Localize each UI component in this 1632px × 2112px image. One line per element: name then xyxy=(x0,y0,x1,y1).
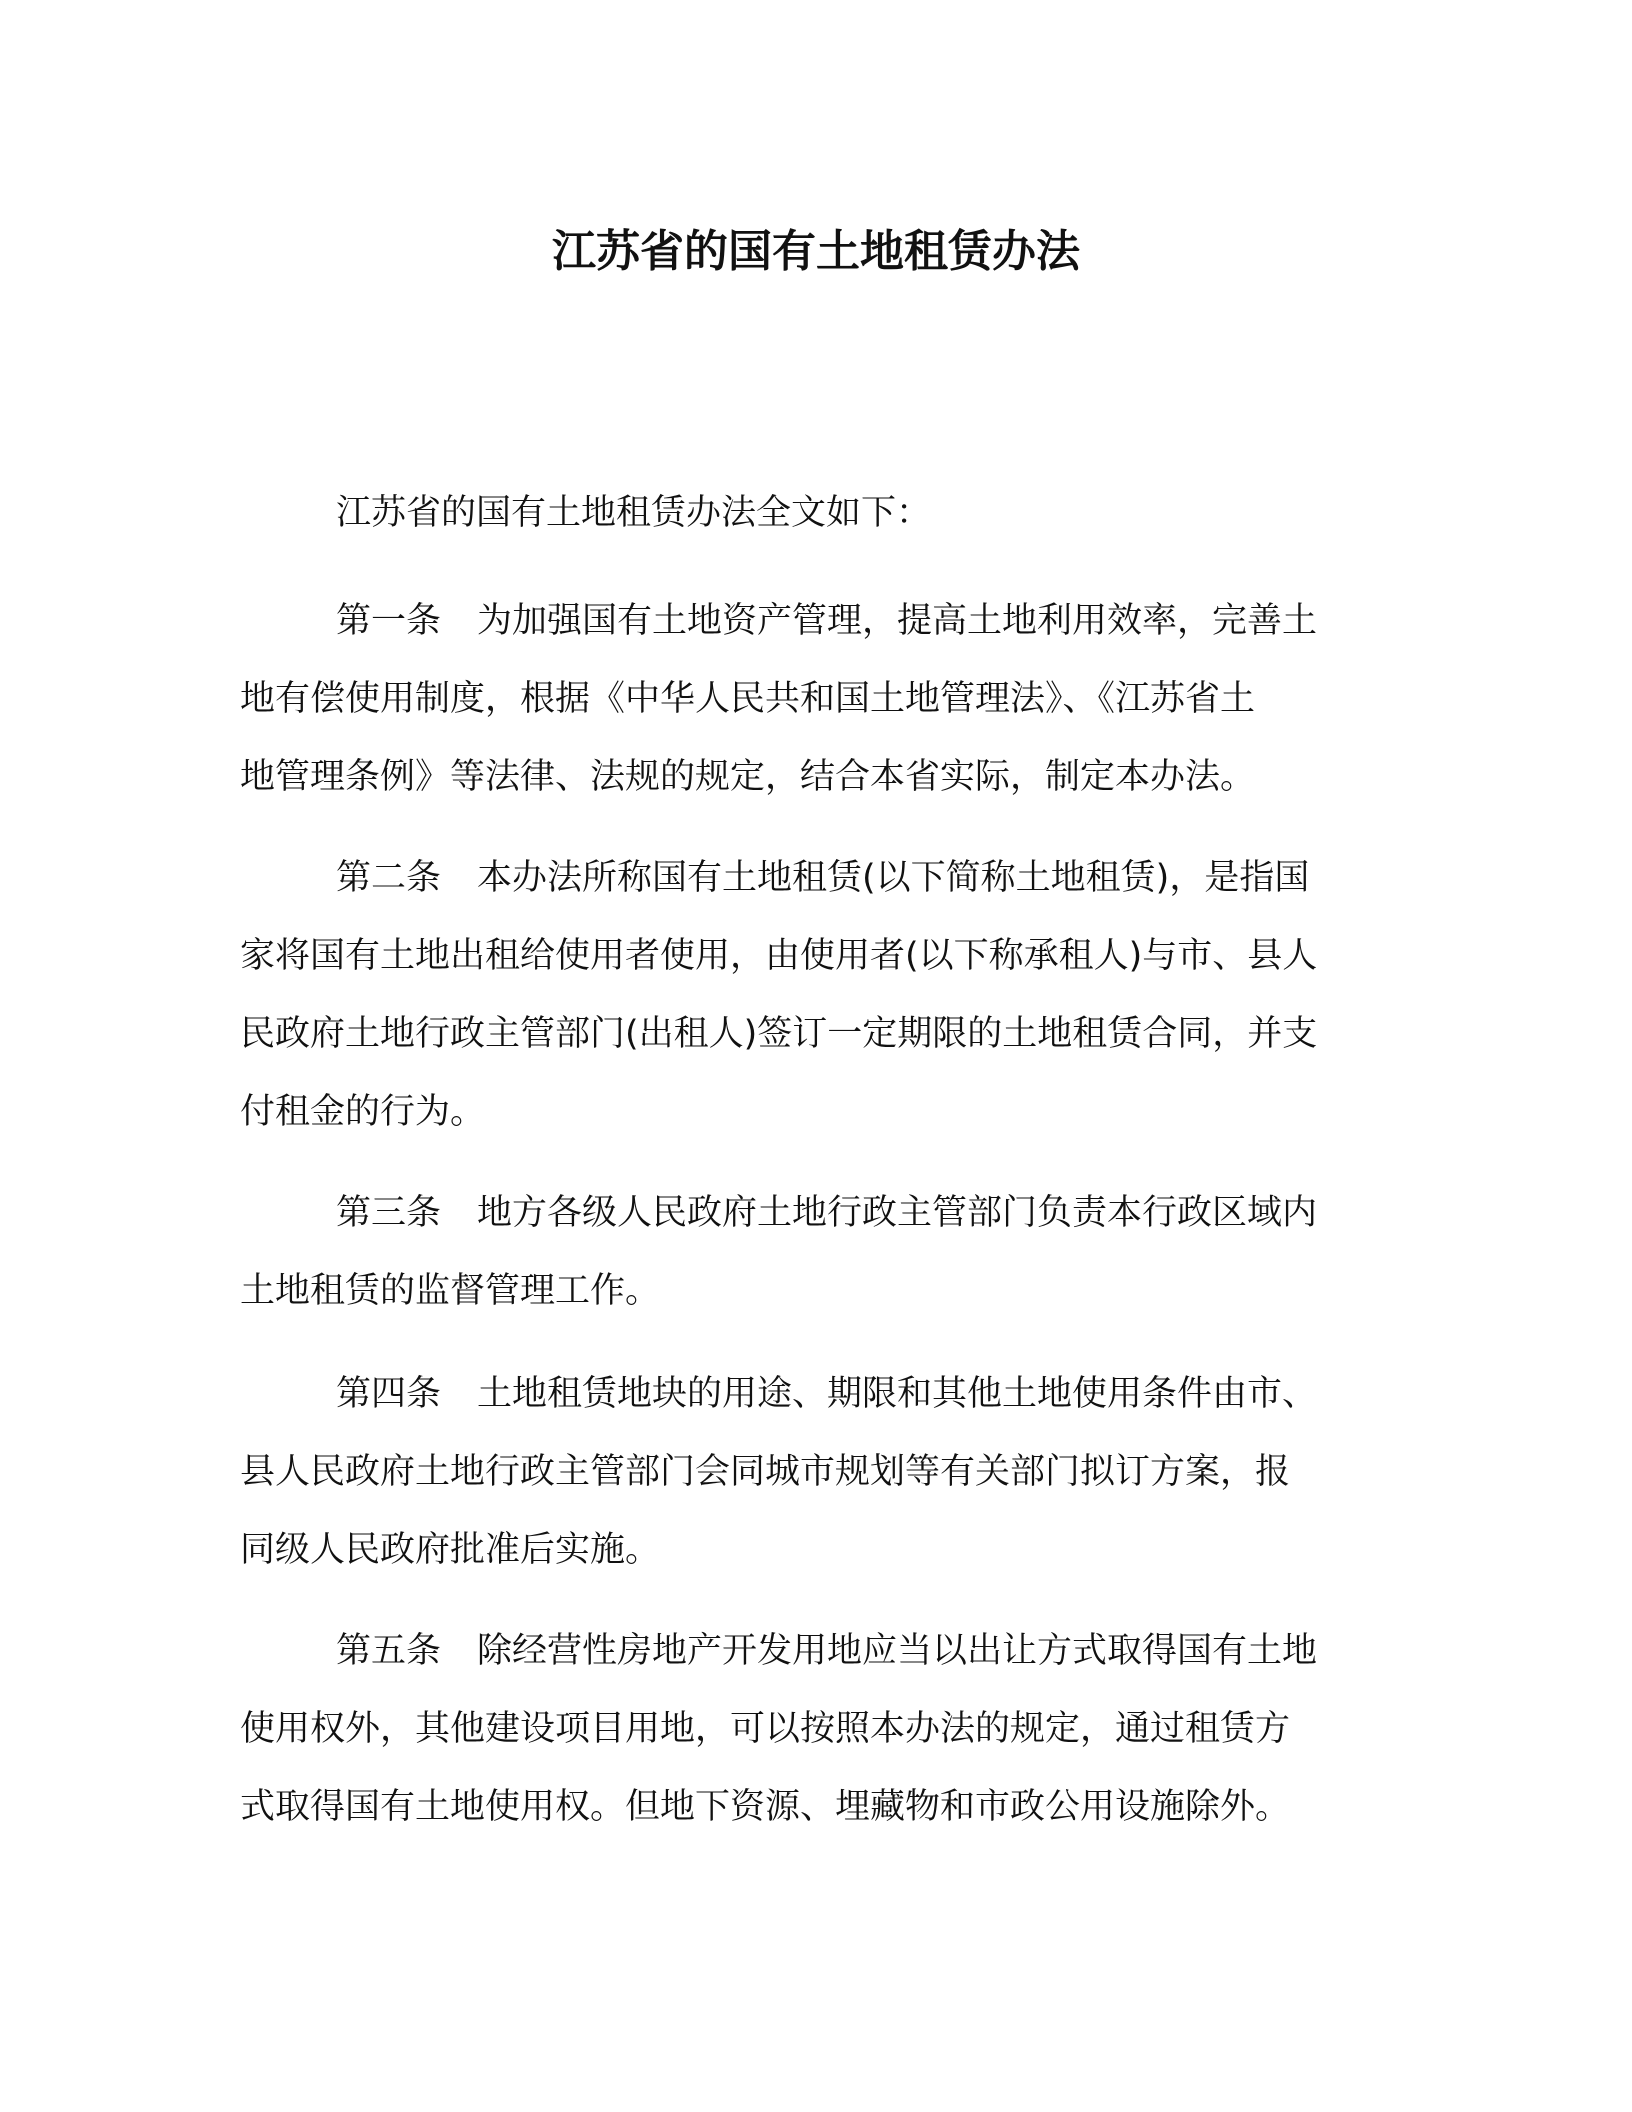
article-line: 地有偿使用制度，根据《中华人民共和国土地管理法》、《江苏省土 xyxy=(240,679,1256,719)
article-5 xyxy=(240,1612,1440,1846)
article-text: 地方各级人民政府土地行政主管部门负责本行政区域内 xyxy=(477,1193,1318,1233)
intro-paragraph: 江苏省的国有土地租赁办法全文如下： xyxy=(336,493,932,533)
article-text: 除经营性房地产开发用地应当以出让方式取得国有土地 xyxy=(477,1631,1318,1671)
article-line: 地管理条例》等法律、法规的规定，结合本省实际，制定本办法。 xyxy=(240,757,1256,797)
article-line xyxy=(240,582,1440,660)
article-label: 第五条 xyxy=(336,1631,442,1671)
article-2 xyxy=(240,839,1440,1151)
article-line: 同级人民政府批准后实施。 xyxy=(240,1530,661,1570)
article-line xyxy=(240,1612,1440,1690)
article-label: 第二条 xyxy=(336,858,442,898)
article-line: 付租金的行为。 xyxy=(240,1092,486,1132)
article-line: 县人民政府土地行政主管部门会同城市规划等有关部门拟订方案，报 xyxy=(240,1452,1291,1492)
article-3 xyxy=(240,1174,1440,1330)
article-line: 使用权外，其他建设项目用地，可以按照本办法的规定，通过租赁方 xyxy=(240,1709,1291,1749)
article-4 xyxy=(240,1355,1440,1589)
article-line: 民政府土地行政主管部门(出租人)签订一定期限的土地租赁合同，并支 xyxy=(240,1014,1318,1054)
article-line xyxy=(240,1174,1440,1252)
article-label: 第三条 xyxy=(336,1193,442,1233)
article-text: 为加强国有土地资产管理，提高土地利用效率，完善土 xyxy=(477,601,1318,641)
document-title: 江苏省的国有土地租赁办法 xyxy=(552,226,1080,277)
article-text: 土地租赁地块的用途、期限和其他土地使用条件由市、 xyxy=(477,1374,1318,1414)
article-label: 第四条 xyxy=(336,1374,442,1414)
article-line: 式取得国有土地使用权。但地下资源、埋藏物和市政公用设施除外。 xyxy=(240,1787,1291,1827)
article-line: 家将国有土地出租给使用者使用，由使用者(以下称承租人)与市、县人 xyxy=(240,936,1318,976)
article-line xyxy=(240,839,1440,917)
article-line xyxy=(240,1355,1440,1433)
article-line: 土地租赁的监督管理工作。 xyxy=(240,1271,661,1311)
article-label: 第一条 xyxy=(336,601,442,641)
article-1 xyxy=(240,582,1440,816)
article-text: 本办法所称国有土地租赁(以下简称土地租赁)，是指国 xyxy=(477,858,1310,898)
